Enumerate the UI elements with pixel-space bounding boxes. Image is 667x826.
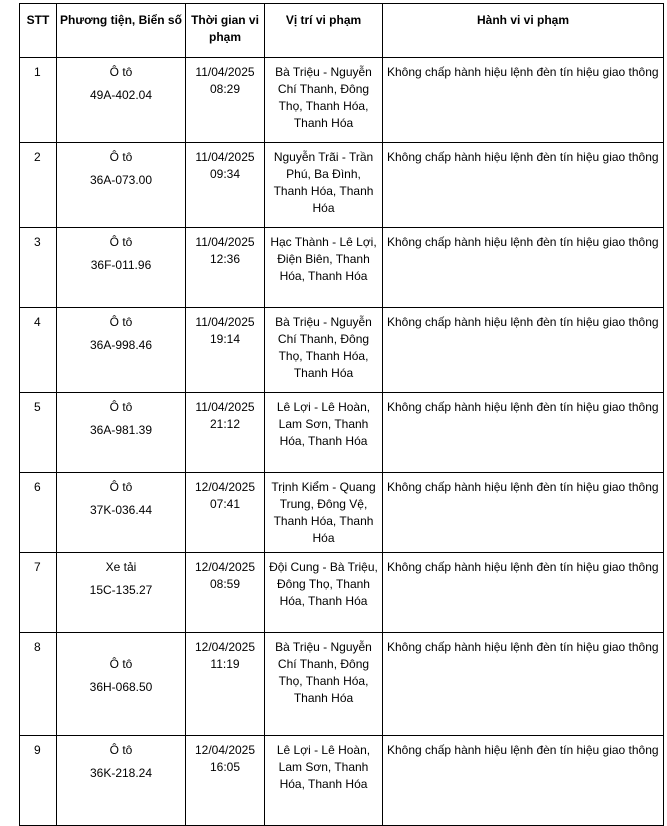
row-violation: Không chấp hành hiệu lệnh đèn tín hiệu giao thông bbox=[383, 553, 664, 633]
row-location: Nguyễn Trãi - Trần Phú, Ba Đình, Thanh Hóa, Thanh Hóa bbox=[265, 143, 383, 228]
row-vehicle bbox=[57, 228, 186, 308]
violation-date: 11/04/2025 bbox=[195, 400, 255, 414]
row-location: Lê Lợi - Lê Hoàn, Lam Sơn, Thanh Hóa, Thanh Hóa bbox=[265, 736, 383, 826]
row-location: Trịnh Kiểm - Quang Trung, Đông Vệ, Thanh Hóa, Thanh Hóa bbox=[265, 473, 383, 553]
row-location: Bà Triệu - Nguyễn Chí Thanh, Đông Thọ, Thanh Hóa, Thanh Hóa bbox=[265, 58, 383, 143]
row-violation: Không chấp hành hiệu lệnh đèn tín hiệu giao thông bbox=[383, 228, 664, 308]
violation-time: 21:12 bbox=[209, 417, 241, 431]
license-plate: 36F-011.96 bbox=[90, 258, 152, 272]
violation-date: 11/04/2025 bbox=[195, 150, 255, 164]
violation-date: 12/04/2025 bbox=[194, 560, 256, 574]
row-stt: 4 bbox=[20, 308, 57, 393]
row-stt: 2 bbox=[20, 143, 57, 228]
license-plate: 49A-402.04 bbox=[89, 88, 153, 102]
header-location: Vị trí vi phạm bbox=[265, 4, 383, 58]
license-plate: 36K-218.24 bbox=[89, 766, 153, 780]
row-time bbox=[186, 736, 265, 826]
vehicle-type: Xe tải bbox=[105, 560, 137, 574]
row-location: Lê Lợi - Lê Hoàn, Lam Sơn, Thanh Hóa, Thanh Hóa bbox=[265, 393, 383, 473]
row-violation: Không chấp hành hiệu lệnh đèn tín hiệu giao thông bbox=[383, 393, 664, 473]
header-time: Thời gian vi phạm bbox=[186, 4, 265, 58]
vehicle-type: Ô tô bbox=[109, 65, 133, 79]
row-location: Bà Triệu - Nguyễn Chí Thanh, Đông Thọ, Thanh Hóa, Thanh Hóa bbox=[265, 633, 383, 736]
row-time bbox=[186, 553, 265, 633]
vehicle-type: Ô tô bbox=[109, 657, 133, 671]
row-time bbox=[186, 228, 265, 308]
header-stt: STT bbox=[20, 4, 57, 58]
row-time bbox=[186, 473, 265, 553]
table-row bbox=[20, 473, 664, 553]
violation-date: 11/04/2025 bbox=[195, 235, 255, 249]
row-vehicle bbox=[57, 633, 186, 736]
row-vehicle bbox=[57, 473, 186, 553]
row-vehicle bbox=[57, 308, 186, 393]
license-plate: 36A-981.39 bbox=[89, 423, 153, 437]
vehicle-type: Ô tô bbox=[109, 480, 133, 494]
row-vehicle bbox=[57, 553, 186, 633]
vehicle-type: Ô tô bbox=[109, 235, 133, 249]
vehicle-type: Ô tô bbox=[109, 743, 133, 757]
row-location: Bà Triệu - Nguyễn Chí Thanh, Đông Thọ, Thanh Hóa, Thanh Hóa bbox=[265, 308, 383, 393]
row-time bbox=[186, 58, 265, 143]
row-stt: 5 bbox=[20, 393, 57, 473]
row-violation: Không chấp hành hiệu lệnh đèn tín hiệu giao thông bbox=[383, 473, 664, 553]
violation-time: 16:05 bbox=[209, 760, 241, 774]
violation-time: 12:36 bbox=[209, 252, 241, 266]
violation-date: 12/04/2025 bbox=[194, 640, 256, 654]
row-violation: Không chấp hành hiệu lệnh đèn tín hiệu giao thông bbox=[383, 736, 664, 826]
row-stt: 3 bbox=[20, 228, 57, 308]
table-row bbox=[20, 58, 664, 143]
license-plate: 36H-068.50 bbox=[89, 680, 153, 694]
row-stt: 8 bbox=[20, 633, 57, 736]
violation-time: 08:59 bbox=[209, 577, 241, 591]
table-row bbox=[20, 308, 664, 393]
table-row bbox=[20, 553, 664, 633]
table-header-row bbox=[20, 4, 664, 58]
violation-date: 12/04/2025 bbox=[194, 480, 256, 494]
violations-table bbox=[19, 3, 664, 826]
license-plate: 37K-036.44 bbox=[89, 503, 153, 517]
row-stt: 6 bbox=[20, 473, 57, 553]
row-vehicle bbox=[57, 143, 186, 228]
violation-date: 12/04/2025 bbox=[194, 743, 256, 757]
violation-date: 11/04/2025 bbox=[195, 65, 255, 79]
row-violation: Không chấp hành hiệu lệnh đèn tín hiệu giao thông bbox=[383, 308, 664, 393]
row-vehicle bbox=[57, 58, 186, 143]
row-time bbox=[186, 143, 265, 228]
violation-time: 08:29 bbox=[209, 82, 241, 96]
violation-time: 07:41 bbox=[209, 497, 241, 511]
row-violation: Không chấp hành hiệu lệnh đèn tín hiệu giao thông bbox=[383, 58, 664, 143]
vehicle-type: Ô tô bbox=[109, 315, 133, 329]
vehicle-type: Ô tô bbox=[109, 400, 133, 414]
row-vehicle bbox=[57, 736, 186, 826]
row-violation: Không chấp hành hiệu lệnh đèn tín hiệu giao thông bbox=[383, 633, 664, 736]
row-stt: 7 bbox=[20, 553, 57, 633]
vehicle-type: Ô tô bbox=[109, 150, 133, 164]
header-vehicle: Phương tiện, Biển số bbox=[57, 4, 186, 58]
row-vehicle bbox=[57, 393, 186, 473]
row-time bbox=[186, 308, 265, 393]
violation-time: 09:34 bbox=[209, 167, 241, 181]
table-row bbox=[20, 633, 664, 736]
row-time bbox=[186, 393, 265, 473]
row-stt: 1 bbox=[20, 58, 57, 143]
table-row bbox=[20, 228, 664, 308]
table-row bbox=[20, 143, 664, 228]
license-plate: 15C-135.27 bbox=[89, 583, 153, 597]
table-row bbox=[20, 736, 664, 826]
violation-date: 11/04/2025 bbox=[195, 315, 255, 329]
license-plate: 36A-073.00 bbox=[89, 173, 153, 187]
violation-time: 19:14 bbox=[209, 332, 241, 346]
license-plate: 36A-998.46 bbox=[89, 338, 153, 352]
violation-time: 11:19 bbox=[210, 657, 240, 671]
row-location: Đội Cung - Bà Triệu, Đông Thọ, Thanh Hóa, Thanh Hóa bbox=[265, 553, 383, 633]
row-time bbox=[186, 633, 265, 736]
row-violation: Không chấp hành hiệu lệnh đèn tín hiệu giao thông bbox=[383, 143, 664, 228]
row-location: Hạc Thành - Lê Lợi, Điện Biên, Thanh Hóa, Thanh Hóa bbox=[265, 228, 383, 308]
table-row bbox=[20, 393, 664, 473]
header-violation: Hành vi vi phạm bbox=[383, 4, 664, 58]
row-stt: 9 bbox=[20, 736, 57, 826]
